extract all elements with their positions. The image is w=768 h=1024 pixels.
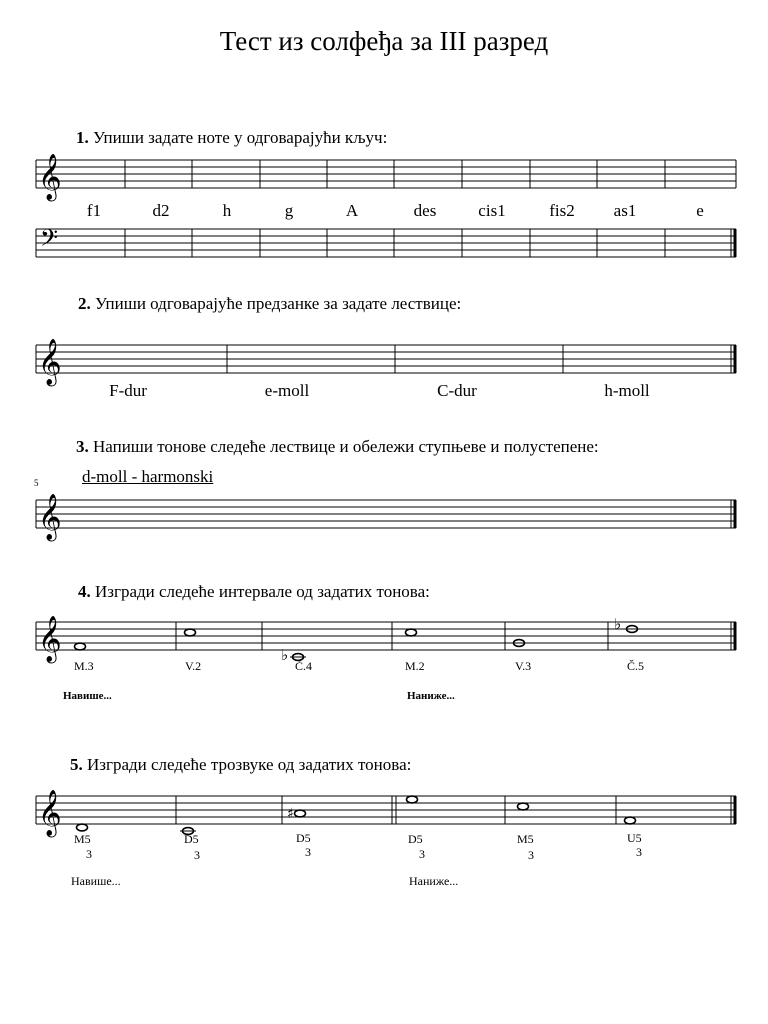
whole-note-icon xyxy=(625,817,636,824)
whole-note-icon xyxy=(295,810,306,817)
interval-label: V.3 xyxy=(515,659,532,673)
task-3-number: 3. xyxy=(76,437,89,456)
task-1-number: 1. xyxy=(76,128,89,147)
direction-up-note: Навише... xyxy=(63,690,112,702)
flat-icon: ♭ xyxy=(281,646,289,664)
chord-label: D5 xyxy=(184,832,199,846)
task-2-text: Упиши одговарајуће предзанке за задате лествице: xyxy=(90,294,462,313)
task-5-number: 5. xyxy=(70,755,83,774)
treble-clef-icon: 𝄞 xyxy=(38,790,62,836)
whole-note-icon xyxy=(407,796,418,803)
whole-note-icon xyxy=(406,629,417,636)
page-title: Тест из солфеђа за III разред xyxy=(219,26,549,56)
chord-sub: 3 xyxy=(305,845,311,859)
task-1-text: Упиши задате ноте у одговарајући кључ: xyxy=(88,128,388,147)
chord-label: U5 xyxy=(627,831,642,845)
interval-label: Č.4 xyxy=(295,659,313,673)
interval-label: M.2 xyxy=(405,659,425,673)
chord-label: D5 xyxy=(408,832,423,846)
task-2-number: 2. xyxy=(78,294,91,313)
task-5-staff xyxy=(0,784,768,834)
interval-label: V.2 xyxy=(185,659,202,673)
direction-up-note: Навише... xyxy=(71,874,121,888)
task-3-staff xyxy=(0,488,768,538)
whole-note-icon xyxy=(185,629,196,636)
scale-name: h-moll xyxy=(604,381,650,400)
measure-number: 5 xyxy=(34,478,39,488)
treble-clef-icon: 𝄞 xyxy=(38,494,62,540)
task-1-treble-staff xyxy=(0,150,768,210)
scale-name: C-dur xyxy=(437,381,477,400)
treble-clef-icon: 𝄞 xyxy=(38,339,62,385)
task-4-number: 4. xyxy=(78,582,91,601)
note-name: d2 xyxy=(152,201,170,220)
task-5-text: Изгради следеће трозвуке од задатих тонова: xyxy=(82,755,412,774)
treble-clef-icon: 𝄞 xyxy=(38,154,62,200)
note-name: A xyxy=(345,201,359,220)
direction-down-note: Наниже... xyxy=(409,874,459,888)
chord-sub: 3 xyxy=(86,847,92,861)
task-2-heading xyxy=(78,294,461,314)
bass-clef-icon: 𝄢 xyxy=(40,224,59,257)
flat-icon: ♭ xyxy=(614,615,622,633)
scale-title: d-moll - harmonski xyxy=(82,467,214,486)
note-name: h xyxy=(222,201,232,220)
chord-label: M5 xyxy=(517,832,534,846)
task-1-bass-staff xyxy=(0,219,768,269)
interval-label: Č.5 xyxy=(627,659,645,673)
chord-sub: 3 xyxy=(636,845,642,859)
note-name: fis2 xyxy=(549,201,575,220)
chord-label: D5 xyxy=(296,831,311,845)
task-3-heading xyxy=(76,437,599,457)
whole-note-icon xyxy=(75,643,86,650)
task-2-staff xyxy=(0,333,768,383)
note-name: f1 xyxy=(86,201,102,220)
task-4-heading xyxy=(78,582,430,602)
task-1-heading xyxy=(76,128,387,148)
task-5-heading xyxy=(70,755,411,775)
note-name: as1 xyxy=(613,201,637,220)
whole-note-icon xyxy=(77,824,88,831)
treble-clef-icon: 𝄞 xyxy=(38,616,62,662)
note-name: des xyxy=(413,201,437,220)
direction-down-note: Наниже... xyxy=(407,690,455,702)
task-4-text: Изгради следеће интервале од задатих тонова: xyxy=(90,582,430,601)
chord-sub: 3 xyxy=(194,848,200,862)
task-4-staff xyxy=(0,610,768,664)
note-name: cis1 xyxy=(478,201,506,220)
scale-name: e-moll xyxy=(264,381,310,400)
interval-label: M.3 xyxy=(74,659,94,673)
sharp-icon: ♯ xyxy=(287,806,294,822)
note-name: g xyxy=(284,201,294,220)
chord-sub: 3 xyxy=(528,848,534,862)
scale-name: F-dur xyxy=(109,381,147,400)
chord-sub: 3 xyxy=(419,847,425,861)
whole-note-icon xyxy=(518,803,529,810)
note-name: e xyxy=(696,201,704,220)
chord-label: M5 xyxy=(74,832,91,846)
task-3-text: Напиши тонове следеће лествице и обележи ступњеве и полустепене: xyxy=(88,437,599,456)
